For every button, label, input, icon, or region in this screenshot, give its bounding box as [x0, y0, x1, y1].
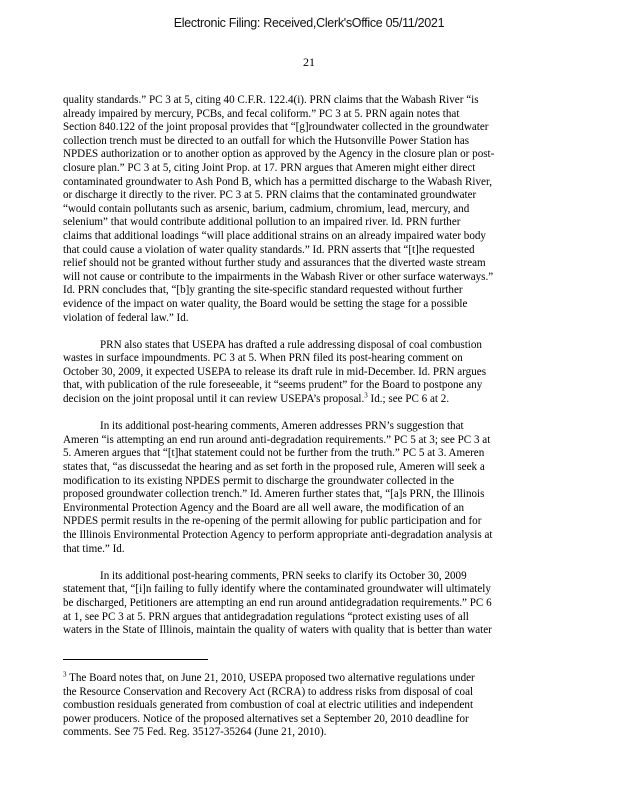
page-body	[63, 94, 548, 638]
paragraph-1	[63, 94, 548, 325]
text-line: quality standards.” PC 3 at 5, citing 40 C.F.R. 122.4(i). PRN claims that the Wabash River “is	[63, 94, 479, 106]
text-line: statement that, “[i]n failing to fully identify where the contaminated groundwater will ultimately	[63, 583, 491, 596]
text-line: NPDES permit results in the re-opening of the permit allowing for public participation and for	[63, 515, 482, 528]
text-line: Id. PRN concludes that, “[b]y granting the site-specific standard requested without further	[63, 284, 463, 297]
text-line: already impaired by mercury, PCBs, and fecal coliform.” PC 3 at 5. PRN again notes that	[63, 107, 460, 120]
text-line: at 1, see PC 3 at 5. PRN argues that antidegradation regulations “protect existing uses of all	[63, 610, 469, 623]
text-line: claims that additional loadings “will place additional strains on an already impaired water body	[63, 229, 486, 242]
paragraph-3	[63, 420, 548, 556]
efiling-stamp: Electronic Filing: Received,Clerk'sOffice 05/11/2021	[173, 16, 445, 30]
page-number: 21	[303, 55, 315, 69]
text-line: In its additional post-hearing comments, PRN seeks to clarify its October 30, 2009	[100, 569, 467, 582]
text-line: PRN also states that USEPA has drafted a rule addressing disposal of coal combustion	[100, 338, 482, 351]
footnote-marker: 3	[63, 670, 67, 679]
text-line: Section 840.122 of the joint proposal provides that “[g]roundwater collected in the groundwater	[63, 121, 489, 134]
text-line-segment: decision on the joint proposal until it can review USEPA’s proposal.	[63, 393, 365, 406]
text-line: NPDES authorization or to another option as approved by the Agency in the closure plan or post-	[63, 148, 495, 161]
text-line: closure plan.” PC 3 at 5, citing Joint Prop. at 17. PRN argues that Ameren might either direct	[63, 161, 476, 174]
paragraph-2	[63, 339, 548, 407]
text-line-segment: Id.; see PC 6 at 2.	[367, 393, 450, 406]
text-line: contaminated groundwater to Ash Pond B, which has a permitted discharge to the Wabash River,	[63, 175, 492, 188]
text-line: selenium” that would contribute additional pollution to an impaired river. Id. PRN further	[63, 216, 461, 229]
footnote-divider	[63, 659, 208, 660]
text-line: “would contain pollutants such as arsenic, barium, cadmium, chromium, lead, mercury, and	[63, 202, 470, 215]
text-line: proposed groundwater collection trench.” Id. Ameren further states that, “[a]s PRN, the Illinois	[63, 488, 485, 501]
text-line: that could cause a violation of water quality standards.” Id. PRN asserts that “[t]he requested	[63, 243, 475, 256]
text-line: modification to its existing NPDES permit to discharge the groundwater collected in the	[63, 474, 455, 487]
text-line: or discharge it directly to the river. PC 3 at 5. PRN claims that the contaminated groundwater	[63, 189, 477, 202]
footnote-line: the Resource Conservation and Recovery Act (RCRA) to address risks from disposal of coal	[63, 685, 474, 698]
footnote-line	[63, 672, 548, 686]
footnote-text: The Board notes that, on June 21, 2010, USEPA proposed two alternative regulations under	[66, 672, 475, 684]
text-line: wastes in surface impoundments. PC 3 at 5. When PRN filed its post-hearing comment on	[63, 352, 463, 365]
text-line: relief should not be granted without further study and assurances that the diverted waste stream	[63, 257, 486, 270]
text-line: collection trench must be directed to an outfall for which the Hutsonville Power Station has	[63, 134, 470, 147]
text-line: October 30, 2009, it expected USEPA to release its draft rule in mid-December. Id. PRN argues	[63, 365, 487, 378]
text-line: the Illinois Environmental Protection Agency to perform appropriate anti-degradation analysis at	[63, 529, 493, 541]
text-line: be discharged, Petitioners are attempting an end run around antidegradation requirements.” PC 6	[63, 596, 492, 609]
footnote-line: combustion residuals generated from combustion of coal at electric utilities and independent	[63, 699, 474, 712]
text-line: 5. Ameren argues that “[t]hat statement could not be further from the truth.” PC 5 at 3. Ameren	[63, 447, 485, 460]
text-line: waters in the State of Illinois, maintain the quality of waters with quality that is better than water	[63, 624, 492, 637]
text-line: that time.” Id.	[63, 542, 125, 555]
paragraph-4	[63, 570, 548, 638]
text-line: Ameren “is attempting an end run around anti-degradation requirements.” PC 5 at 3; see PC 3 at	[63, 433, 491, 446]
text-line: will not cause or contribute to the impairments in the Wabash River or other surface waterways.”	[63, 270, 494, 283]
text-line: evidence of the impact on water quality, the Board would be setting the stage for a possible	[63, 297, 468, 310]
text-line: that, with publication of the rule foreseeable, it “seems prudent” for the Board to postpone any	[63, 379, 483, 392]
text-line: states that, “as discussedat the hearing and as set forth in the proposed rule, Ameren will seek a	[63, 461, 485, 474]
footnote	[63, 672, 548, 740]
footnote-line: power producers. Notice of the proposed alternatives set a September 20, 2010 deadline for	[63, 712, 469, 725]
text-line: Environmental Protection Agency and the Board are all well aware, the modification of an	[63, 501, 465, 514]
footnote-line: comments. See 75 Fed. Reg. 35127-35264 (June 21, 2010).	[63, 726, 327, 739]
text-line: violation of federal law.” Id.	[63, 311, 189, 324]
text-line: In its additional post-hearing comments, Ameren addresses PRN’s suggestion that	[100, 420, 464, 433]
text-line	[63, 393, 548, 407]
footnote-reference[interactable]: 3	[364, 391, 368, 400]
